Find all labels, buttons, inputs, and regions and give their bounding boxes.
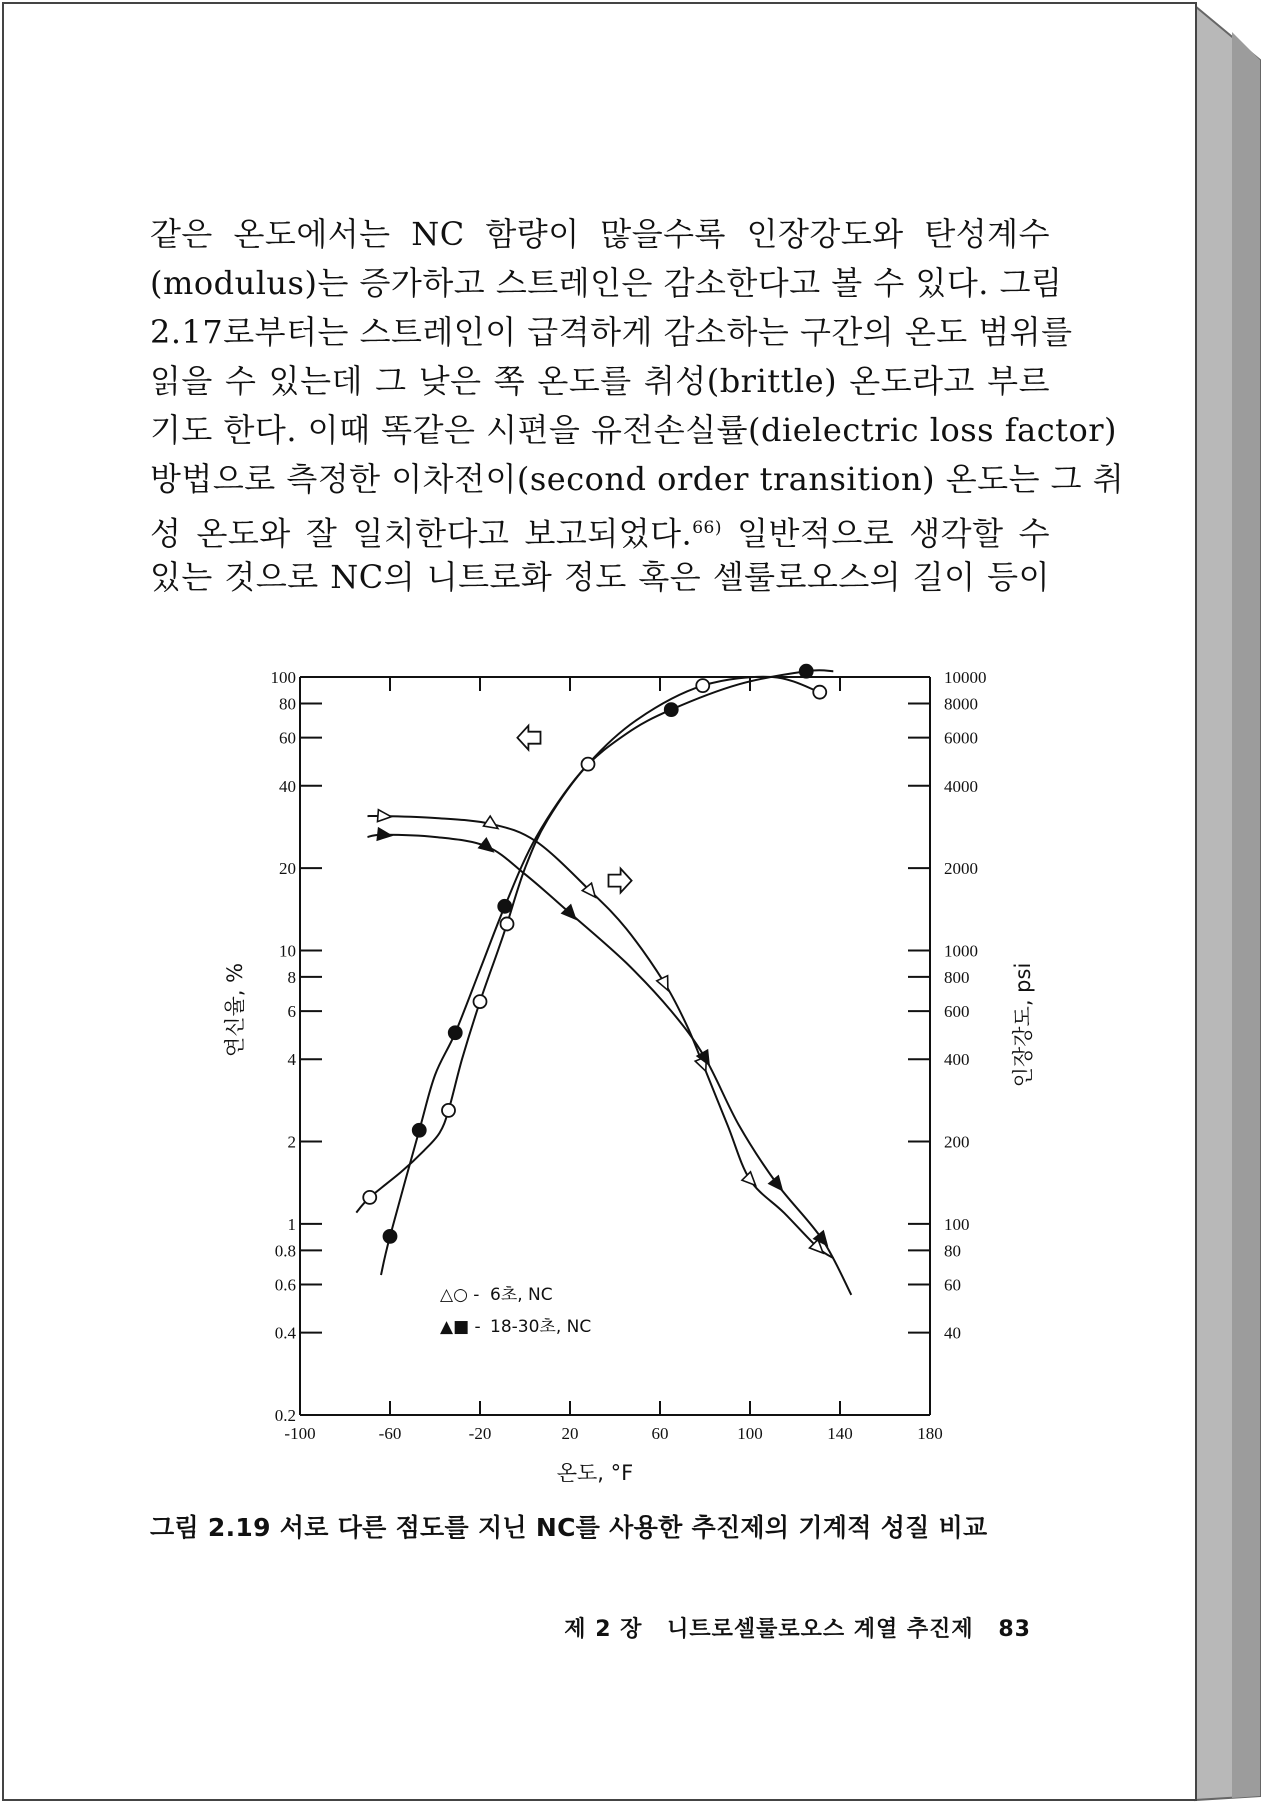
- y-tick-label-left: 4: [287, 1050, 296, 1070]
- x-tick-label: -20: [468, 1424, 492, 1443]
- y-tick-label-left: 0.6: [274, 1275, 296, 1295]
- y-tick-label-right: 600: [944, 1002, 970, 1022]
- data-point-triangle: [769, 1176, 782, 1190]
- data-point-circle: [474, 995, 487, 1008]
- data-point-circle: [665, 703, 678, 716]
- data-point-circle: [384, 1230, 397, 1243]
- y-tick-label-right: 4000: [944, 776, 978, 796]
- y-tick-label-left: 0.8: [274, 1241, 296, 1261]
- right-axis-arrow: [609, 869, 632, 893]
- y-tick-label-left: 8: [287, 967, 296, 987]
- page-footer: [548, 1612, 1031, 1643]
- y-tick-label-left: 2: [287, 1132, 296, 1152]
- x-tick-label: 60: [651, 1424, 669, 1443]
- paragraph-line: 읽을 수 있는데 그 낮은 쪽 온도를 취성(brittle) 온도라고 부르: [150, 362, 1050, 400]
- legend-label: 6초, NC: [490, 1285, 553, 1305]
- paragraph-line: 방법으로 측정한 이차전이(second order transition) 온도는 그 취: [150, 460, 1125, 498]
- y-tick-label-left: 80: [279, 694, 296, 714]
- data-point-circle: [582, 758, 595, 771]
- data-point-circle: [442, 1104, 455, 1117]
- y-tick-label-right: 400: [944, 1050, 970, 1070]
- y-tick-label-right: 6000: [944, 728, 978, 748]
- data-point-triangle: [377, 828, 391, 840]
- y-tick-label-left: 60: [279, 728, 296, 748]
- y-axis-label-left: 연신율, %: [223, 962, 247, 1058]
- page-number: 83: [998, 1617, 1031, 1642]
- y-tick-label-right: 10000: [944, 668, 987, 687]
- series-curve-3: [368, 816, 834, 1258]
- y-tick-label-left: 0.4: [274, 1323, 296, 1343]
- data-point-triangle: [378, 810, 392, 822]
- y-tick-label-right: 1000: [944, 941, 978, 961]
- y-tick-label-left: 6: [287, 1002, 296, 1022]
- paragraph-line-tail: 일반적으로 생각할 수: [722, 514, 1050, 553]
- data-point-circle: [413, 1124, 426, 1137]
- x-tick-label: 100: [737, 1424, 763, 1443]
- paragraph-line: 2.17로부터는 스트레인이 급격하게 감소하는 구간의 온도 범위를: [150, 313, 1073, 351]
- data-point-circle: [498, 900, 511, 913]
- y-tick-label-left: 100: [270, 668, 296, 687]
- axis-arrows: [517, 726, 631, 893]
- paragraph-line: 같은 온도에서는 NC 함량이 많을수록 인장강도와 탄성계수: [150, 215, 1050, 253]
- y-tick-label-left: 0.2: [274, 1406, 296, 1425]
- axis-ticks: [271, 668, 987, 1443]
- chapter-number: 제 2 장: [564, 1617, 643, 1642]
- x-tick-label: 140: [827, 1424, 853, 1443]
- paragraph-line: 기도 한다. 이때 똑같은 시편을 유전손실률(dielectric loss factor): [150, 411, 1118, 449]
- x-tick-label: 20: [561, 1424, 579, 1443]
- data-point-triangle: [484, 816, 498, 828]
- y-tick-label-left: 10: [279, 941, 296, 961]
- y-tick-label-right: 100: [944, 1214, 970, 1234]
- legend-symbols: ▲■ -: [440, 1317, 481, 1337]
- legend-symbols: △○ -: [440, 1285, 480, 1305]
- y-tick-label-left: 40: [279, 776, 296, 796]
- x-tick-label: 180: [917, 1424, 943, 1443]
- legend: [440, 1285, 591, 1337]
- figure-caption: 그림 2.19 서로 다른 점도를 지닌 NC를 사용한 추진제의 기계적 성질 비교: [150, 1513, 988, 1542]
- y-tick-label-right: 40: [944, 1323, 961, 1343]
- data-point-circle: [363, 1191, 376, 1204]
- data-point-circle: [449, 1026, 462, 1039]
- series-curve-2: [381, 670, 833, 1275]
- chapter-title: 니트로셀룰로오스 계열 추진제: [667, 1617, 974, 1642]
- data-point-circle: [501, 917, 514, 930]
- y-tick-label-right: 200: [944, 1132, 970, 1152]
- footnote-ref[interactable]: 66): [692, 518, 722, 538]
- paragraph-line: 성 온도와 잘 일치한다고 보고되었다.: [150, 514, 693, 553]
- left-axis-arrow: [517, 726, 540, 750]
- x-tick-label: -60: [378, 1424, 402, 1443]
- data-point-triangle: [479, 839, 493, 852]
- paragraph-line: 있는 것으로 NC의 니트로화 정도 혹은 셀룰로오스의 길이 등이: [150, 558, 1050, 596]
- y-tick-label-left: 1: [287, 1214, 296, 1234]
- y-tick-label-right: 8000: [944, 694, 978, 714]
- x-axis-label: 온도, °F: [556, 1461, 634, 1485]
- y-axis-label-right: 인장강도, psi: [1011, 962, 1035, 1088]
- y-tick-label-right: 80: [944, 1241, 961, 1261]
- y-tick-label-right: 800: [944, 967, 970, 987]
- series-markers: [363, 665, 827, 1253]
- data-point-circle: [813, 686, 826, 699]
- plot-frame: [300, 677, 930, 1415]
- data-point-circle: [800, 665, 813, 678]
- x-tick-label: -100: [284, 1424, 316, 1443]
- y-tick-label-right: 2000: [944, 859, 978, 879]
- y-tick-label-left: 20: [279, 859, 296, 879]
- data-point-triangle: [742, 1172, 756, 1186]
- data-point-circle: [696, 679, 709, 692]
- y-tick-label-right: 60: [944, 1275, 961, 1295]
- series-curves: [356, 670, 851, 1295]
- legend-label: 18-30초, NC: [490, 1317, 592, 1337]
- data-point-triangle: [657, 976, 668, 991]
- paragraph-line: (modulus)는 증가하고 스트레인은 감소한다고 볼 수 있다. 그림: [150, 264, 1063, 302]
